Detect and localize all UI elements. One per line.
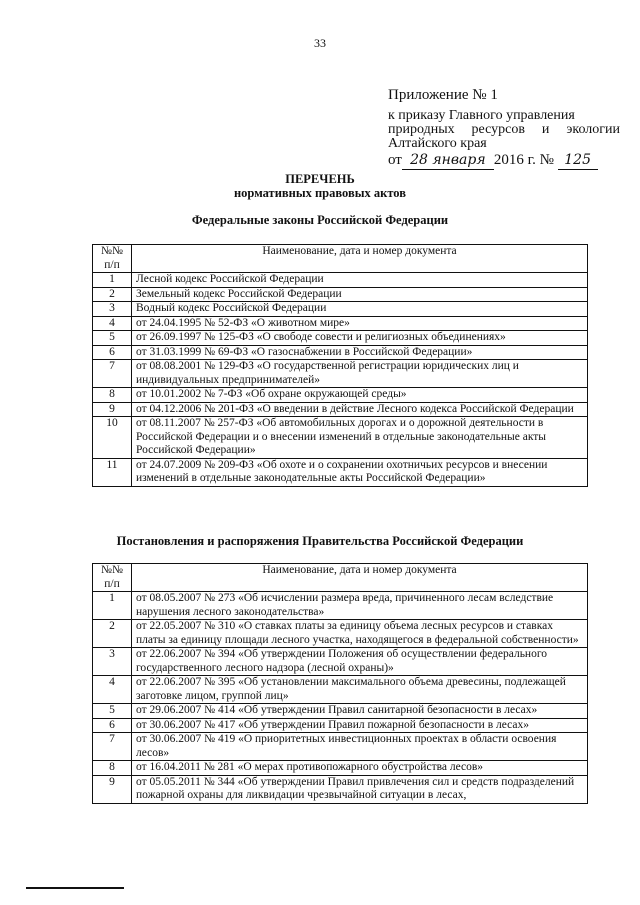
row-num: 2 [93, 287, 132, 302]
appendix-block [388, 88, 620, 170]
federal-laws-table [92, 244, 588, 487]
col-header-name: Наименование, дата и номер документа [132, 564, 588, 592]
section-title-federal-laws: Федеральные законы Российской Федерации [191, 213, 449, 227]
table-row [93, 676, 588, 704]
row-num: 5 [93, 331, 132, 346]
col-header-num: №№ п/п [93, 564, 132, 592]
row-text: от 22.05.2007 № 310 «О ставках платы за единицу объема лесных ресурсов и ставках платы за единицу площади лесного участка, находящегося в федеральной собственности» [132, 620, 588, 648]
table-row [93, 620, 588, 648]
table-row [93, 761, 588, 776]
row-num: 8 [93, 761, 132, 776]
page-number: 33 [314, 36, 326, 50]
appendix-line-2: природных ресурсов и экологии [388, 122, 620, 137]
row-num: 9 [93, 402, 132, 417]
table-row [93, 273, 588, 288]
footer-rule [26, 887, 124, 889]
row-num: 3 [93, 648, 132, 676]
row-text: от 08.11.2007 № 257-ФЗ «Об автомобильных дорогах и о дорожной деятельности в Российской Федерации и о внесении изменений в отдельные законодательные акты Российской Федерации» [132, 417, 588, 459]
row-text: Земельный кодекс Российской Федерации [132, 287, 588, 302]
section-title-government-resolutions: Постановления и распоряжения Правительства Российской Федерации [116, 534, 524, 548]
row-text: от 22.06.2007 № 394 «Об утверждении Положения об осуществлении федерального государственного лесного надзора (лесной охраны)» [132, 648, 588, 676]
row-num: 6 [93, 345, 132, 360]
row-text: от 08.05.2007 № 273 «Об исчислении размера вреда, причиненного лесам вследствие нарушения лесного законодательства» [132, 592, 588, 620]
handwritten-date: 28 января [402, 151, 494, 170]
row-text: от 10.01.2002 № 7-ФЗ «Об охране окружающей среды» [132, 388, 588, 403]
row-text: от 24.07.2009 № 209-ФЗ «Об охоте и о сохранении охотничьих ресурсов и внесении изменений в отдельные законодательные акты Российской Федерации» [132, 458, 588, 486]
table-row [93, 458, 588, 486]
col-header-name: Наименование, дата и номер документа [132, 245, 588, 273]
row-num: 8 [93, 388, 132, 403]
table-header-row [93, 245, 588, 273]
row-num: 2 [93, 620, 132, 648]
row-num: 11 [93, 458, 132, 486]
table-row [93, 345, 588, 360]
document-subtitle: нормативных правовых актов [233, 186, 406, 200]
date-prefix: от [388, 152, 402, 168]
table-row [93, 388, 588, 403]
table-row [93, 331, 588, 346]
row-text: от 24.04.1995 № 52-ФЗ «О животном мире» [132, 316, 588, 331]
row-text: от 16.04.2011 № 281 «О мерах противопожарного обустройства лесов» [132, 761, 588, 776]
col-header-num: №№ п/п [93, 245, 132, 273]
row-num: 7 [93, 733, 132, 761]
table-row [93, 704, 588, 719]
row-num: 5 [93, 704, 132, 719]
document-title: ПЕРЕЧЕНЬ [285, 172, 355, 186]
row-text: от 26.09.1997 № 125-ФЗ «О свободе совести и религиозных объединениях» [132, 331, 588, 346]
table-row [93, 302, 588, 317]
table-header-row [93, 564, 588, 592]
appendix-line-3: Алтайского края [388, 136, 487, 151]
appendix-title: Приложение № 1 [388, 87, 498, 103]
row-num: 4 [93, 316, 132, 331]
row-text: от 08.08.2001 № 129-ФЗ «О государственной регистрации юридических лиц и индивидуальных предпринимателей» [132, 360, 588, 388]
row-text: от 22.06.2007 № 395 «Об установлении максимального объема древесины, подлежащей заготовке лицом, группой лиц» [132, 676, 588, 704]
row-num: 7 [93, 360, 132, 388]
row-num: 3 [93, 302, 132, 317]
table-row [93, 648, 588, 676]
row-num: 6 [93, 718, 132, 733]
table-row [93, 316, 588, 331]
table-row [93, 733, 588, 761]
table-row [93, 287, 588, 302]
table-row [93, 718, 588, 733]
row-num: 1 [93, 592, 132, 620]
row-text: Лесной кодекс Российской Федерации [132, 273, 588, 288]
row-text: от 30.06.2007 № 417 «Об утверждении Правил пожарной безопасности в лесах» [132, 718, 588, 733]
appendix-date-line [388, 151, 620, 170]
table-row [93, 402, 588, 417]
table-row [93, 360, 588, 388]
row-text: от 30.06.2007 № 419 «О приоритетных инвестиционных проектах в области освоения лесов» [132, 733, 588, 761]
appendix-line-1: к приказу Главного управления [388, 108, 575, 123]
table-row [93, 592, 588, 620]
row-text: от 04.12.2006 № 201-ФЗ «О введении в действие Лесного кодекса Российской Федерации [132, 402, 588, 417]
table-row [93, 775, 588, 803]
row-text: Водный кодекс Российской Федерации [132, 302, 588, 317]
table-row [93, 417, 588, 459]
row-text: от 31.03.1999 № 69-ФЗ «О газоснабжении в Российской Федерации» [132, 345, 588, 360]
row-num: 1 [93, 273, 132, 288]
row-num: 10 [93, 417, 132, 459]
year-text: 2016 г. № [493, 152, 554, 168]
handwritten-number: 125 [558, 151, 598, 170]
row-text: от 05.05.2011 № 344 «Об утверждении Правил привлечения сил и средств подразделений пожарной охраны для ликвидации чрезвычайной ситуации в лесах, [132, 775, 588, 803]
row-num: 9 [93, 775, 132, 803]
government-resolutions-table [92, 563, 588, 804]
row-text: от 29.06.2007 № 414 «Об утверждении Правил санитарной безопасности в лесах» [132, 704, 588, 719]
row-num: 4 [93, 676, 132, 704]
